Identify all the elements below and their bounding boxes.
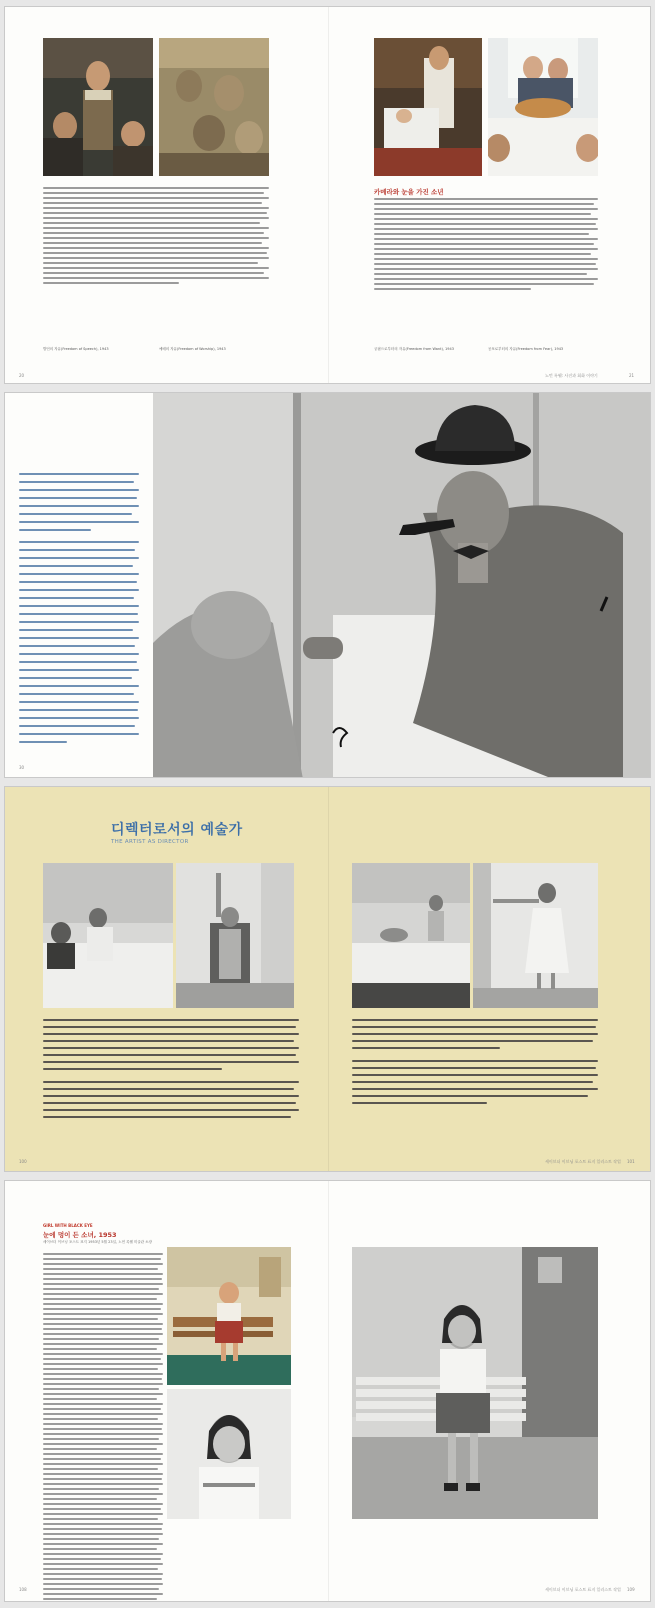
- photo-rockwell-portrait: [153, 393, 651, 778]
- body-text-left: [43, 1019, 299, 1123]
- folio-right: 21: [629, 373, 635, 378]
- caption-3: 궁핍으로부터의 자유(Freedom from Want), 1943: [374, 347, 454, 351]
- artwork-label-en: GIRL WITH BLACK EYE: [43, 1223, 93, 1228]
- photo-girl-on-bed: [43, 863, 173, 1008]
- photo-girl-on-bench: [352, 1247, 598, 1519]
- folio-right: 109: [627, 1587, 635, 1592]
- spread-1: [4, 6, 651, 384]
- painting-freedom-from-want: [488, 38, 598, 176]
- folio-left: 100: [19, 1159, 27, 1164]
- spread-4: [4, 1180, 651, 1602]
- body-text-narrow: [43, 1253, 163, 1602]
- body-text-blue: [19, 541, 139, 749]
- running-foot-right: 세이브더 이브닝 포스트 표지 일러스트 작업: [545, 1159, 621, 1164]
- painting-freedom-of-worship: [159, 38, 269, 176]
- artwork-note: 세이브더 이브닝 포스트 표지 1953년 5월 23일, 노먼 록웰 미술관 소장: [43, 1240, 152, 1244]
- folio-left: 20: [19, 373, 25, 378]
- caption-2: 예배의 자유(Freedom of Worship), 1943: [159, 347, 226, 351]
- body-text-right: [374, 198, 598, 293]
- painting-freedom-from-fear: [374, 38, 482, 176]
- section-heading-red: 카메라와 눈을 가진 소년: [374, 188, 444, 196]
- body-text-left: [43, 187, 269, 287]
- photo-girl-lying-on-table: [352, 863, 470, 1008]
- painting-freedom-of-speech: [43, 38, 153, 176]
- photo-girl-pointing: [473, 863, 598, 1008]
- body-text-right: [352, 1019, 598, 1109]
- folio-left: 30: [19, 765, 25, 770]
- section-title-en: THE ARTIST AS DIRECTOR: [111, 839, 189, 845]
- running-foot-right: 세이브더 이브닝 포스트 표지 일러스트 작업: [545, 1587, 621, 1592]
- folio-right: 101: [627, 1159, 635, 1164]
- caption-4: 공포로부터의 자유(Freedom from Fear), 1943: [488, 347, 564, 351]
- intro-text-blue: [19, 473, 139, 537]
- photo-girl-raising-hand: [176, 863, 294, 1008]
- artwork-title: 눈에 멍이 든 소녀, 1953: [43, 1231, 117, 1239]
- spread-2: [4, 392, 651, 778]
- section-title-kr: 디렉터로서의 예술가: [111, 822, 243, 838]
- photo-smiling-girl: [167, 1389, 291, 1519]
- running-head-right: 노먼 록웰: 사진과 회화 이야기: [545, 373, 598, 378]
- caption-1: 발언의 자유(Freedom of Speech), 1943: [43, 347, 109, 351]
- painting-girl-with-black-eye: [167, 1247, 291, 1385]
- folio-left: 108: [19, 1587, 27, 1592]
- spread-3: [4, 786, 651, 1172]
